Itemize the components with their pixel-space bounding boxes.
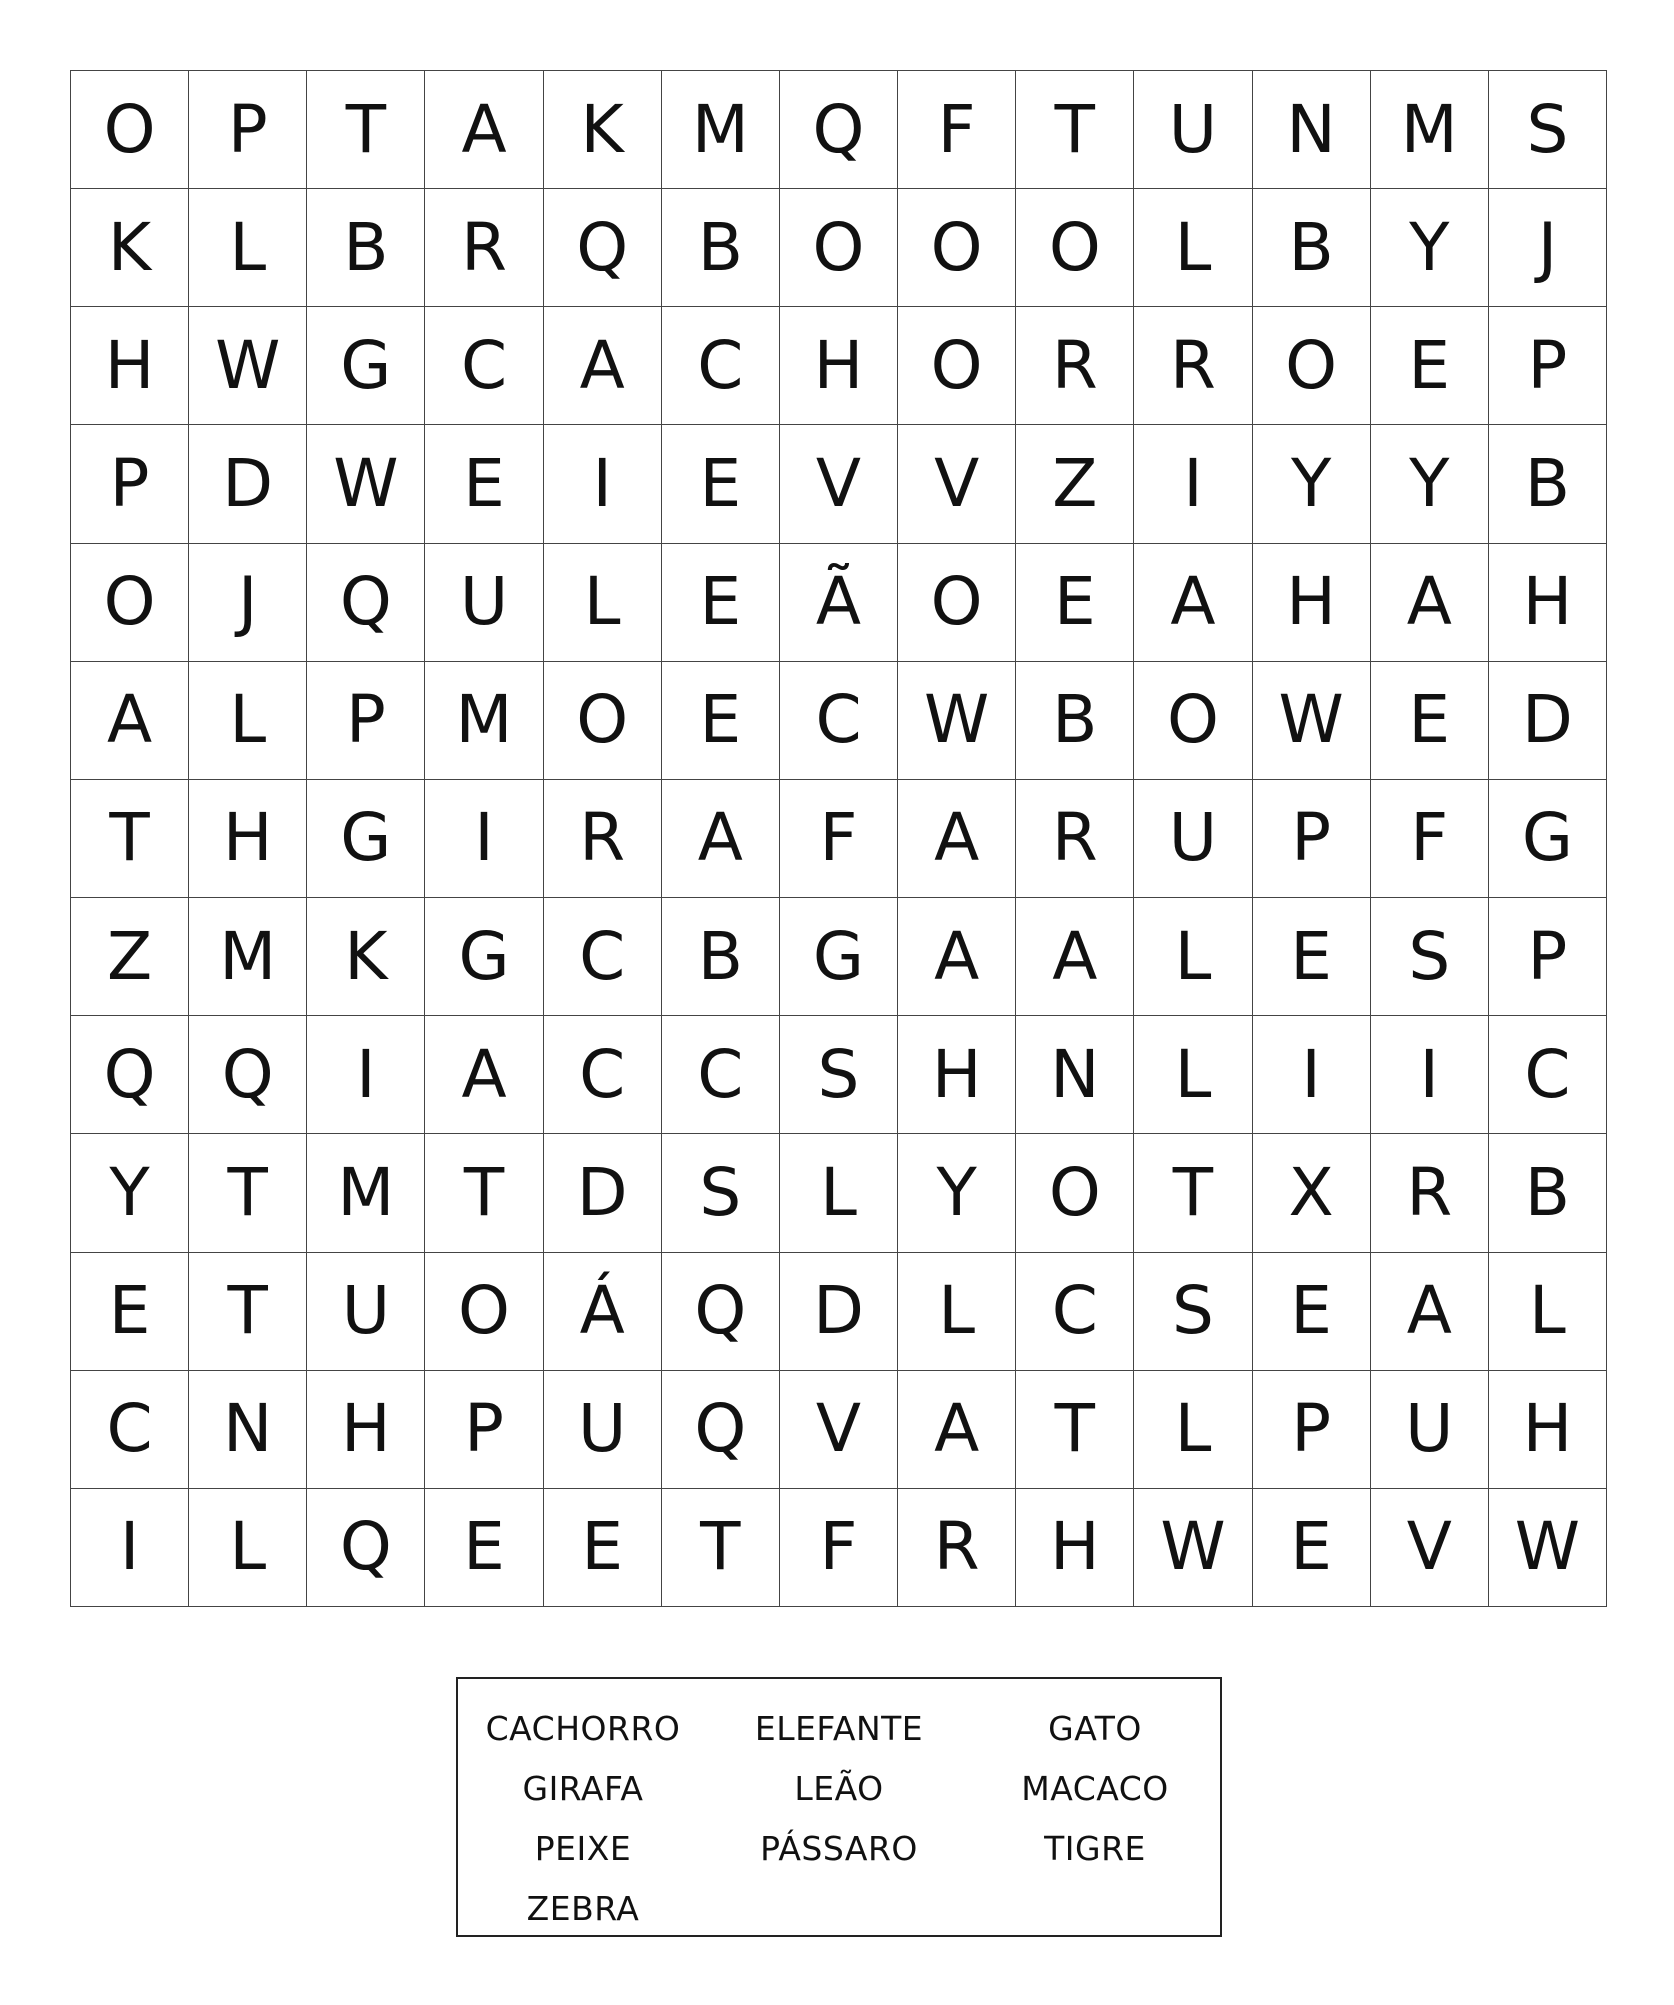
grid-cell[interactable]: B xyxy=(1016,662,1134,780)
grid-cell[interactable]: F xyxy=(898,71,1016,189)
grid-cell[interactable]: H xyxy=(307,1371,425,1489)
grid-cell[interactable]: M xyxy=(425,662,543,780)
grid-cell[interactable]: K xyxy=(71,189,189,307)
grid-cell[interactable]: E xyxy=(1253,1253,1371,1371)
grid-cell[interactable]: U xyxy=(307,1253,425,1371)
grid-cell[interactable]: C xyxy=(1016,1253,1134,1371)
grid-cell[interactable]: Q xyxy=(662,1371,780,1489)
grid-cell[interactable]: T xyxy=(1134,1134,1252,1252)
grid-cell[interactable]: E xyxy=(1253,898,1371,1016)
grid-cell[interactable]: O xyxy=(544,662,662,780)
grid-cell[interactable]: Z xyxy=(1016,425,1134,543)
grid-cell[interactable]: Y xyxy=(898,1134,1016,1252)
grid-cell[interactable]: A xyxy=(71,662,189,780)
grid-cell[interactable]: X xyxy=(1253,1134,1371,1252)
grid-cell[interactable]: N xyxy=(1016,1016,1134,1134)
grid-cell[interactable]: F xyxy=(1371,780,1489,898)
grid-cell[interactable]: J xyxy=(1489,189,1607,307)
grid-cell[interactable]: W xyxy=(189,307,307,425)
grid-cell[interactable]: E xyxy=(1371,307,1489,425)
grid-cell[interactable]: V xyxy=(780,425,898,543)
grid-cell[interactable]: C xyxy=(780,662,898,780)
grid-cell[interactable]: G xyxy=(307,307,425,425)
grid-cell[interactable]: A xyxy=(662,780,780,898)
grid-cell[interactable]: D xyxy=(544,1134,662,1252)
grid-cell[interactable]: L xyxy=(1134,1371,1252,1489)
grid-cell[interactable]: V xyxy=(1371,1489,1489,1607)
grid-cell[interactable]: H xyxy=(71,307,189,425)
grid-cell[interactable]: P xyxy=(1253,780,1371,898)
grid-cell[interactable]: S xyxy=(662,1134,780,1252)
grid-cell[interactable]: Q xyxy=(189,1016,307,1134)
grid-cell[interactable]: T xyxy=(662,1489,780,1607)
grid-cell[interactable]: H xyxy=(1016,1489,1134,1607)
grid-cell[interactable]: O xyxy=(898,307,1016,425)
grid-cell[interactable]: A xyxy=(1371,544,1489,662)
grid-cell[interactable]: B xyxy=(307,189,425,307)
grid-cell[interactable]: S xyxy=(1134,1253,1252,1371)
word-list-item: LEÃO xyxy=(794,1769,884,1808)
grid-cell[interactable]: A xyxy=(898,780,1016,898)
grid-cell[interactable]: Y xyxy=(71,1134,189,1252)
grid-cell[interactable]: L xyxy=(898,1253,1016,1371)
grid-cell[interactable]: Q xyxy=(307,1489,425,1607)
grid-cell[interactable]: K xyxy=(307,898,425,1016)
grid-cell[interactable]: G xyxy=(780,898,898,1016)
grid-cell[interactable]: W xyxy=(1253,662,1371,780)
grid-cell[interactable]: I xyxy=(544,425,662,543)
grid-cell[interactable]: A xyxy=(425,71,543,189)
grid-cell[interactable]: G xyxy=(425,898,543,1016)
grid-cell[interactable]: R xyxy=(1016,307,1134,425)
grid-cell[interactable]: D xyxy=(189,425,307,543)
grid-cell[interactable]: H xyxy=(1253,544,1371,662)
grid-cell[interactable]: Á xyxy=(544,1253,662,1371)
grid-cell[interactable]: A xyxy=(1134,544,1252,662)
grid-cell[interactable]: H xyxy=(780,307,898,425)
word-list-item: PÁSSARO xyxy=(760,1829,918,1868)
grid-cell[interactable]: W xyxy=(1489,1489,1607,1607)
grid-cell[interactable]: L xyxy=(1134,898,1252,1016)
grid-cell[interactable]: M xyxy=(662,71,780,189)
grid-cell[interactable]: C xyxy=(544,1016,662,1134)
grid-cell[interactable]: T xyxy=(1016,71,1134,189)
grid-cell[interactable]: O xyxy=(1016,1134,1134,1252)
grid-cell[interactable]: O xyxy=(898,189,1016,307)
grid-cell[interactable]: B xyxy=(1489,425,1607,543)
grid-cell[interactable]: B xyxy=(662,898,780,1016)
grid-cell[interactable]: E xyxy=(662,544,780,662)
grid-cell[interactable]: M xyxy=(1371,71,1489,189)
word-list-box xyxy=(456,1677,1222,1937)
grid-cell[interactable]: H xyxy=(1489,1371,1607,1489)
grid-cell[interactable]: P xyxy=(425,1371,543,1489)
grid-cell[interactable]: N xyxy=(1253,71,1371,189)
grid-cell[interactable]: W xyxy=(307,425,425,543)
grid-cell[interactable]: P xyxy=(1489,307,1607,425)
grid-cell[interactable]: C xyxy=(662,307,780,425)
grid-cell[interactable]: K xyxy=(544,71,662,189)
word-list-item: TIGRE xyxy=(1044,1829,1146,1868)
grid-cell[interactable]: H xyxy=(898,1016,1016,1134)
grid-cell[interactable]: E xyxy=(425,425,543,543)
grid-cell[interactable]: U xyxy=(1134,780,1252,898)
grid-cell[interactable]: Q xyxy=(544,189,662,307)
grid-cell[interactable]: E xyxy=(544,1489,662,1607)
grid-cell[interactable]: O xyxy=(1134,662,1252,780)
grid-cell[interactable]: I xyxy=(1134,425,1252,543)
grid-cell[interactable]: A xyxy=(898,898,1016,1016)
grid-cell[interactable]: A xyxy=(544,307,662,425)
grid-cell[interactable]: S xyxy=(1489,71,1607,189)
grid-cell[interactable]: U xyxy=(1371,1371,1489,1489)
word-list-item: ELEFANTE xyxy=(754,1709,924,1748)
grid-cell[interactable]: T xyxy=(189,1253,307,1371)
grid-cell[interactable]: V xyxy=(898,425,1016,543)
grid-cell[interactable]: T xyxy=(307,71,425,189)
grid-cell[interactable]: P xyxy=(189,71,307,189)
grid-cell[interactable]: R xyxy=(1371,1134,1489,1252)
grid-cell[interactable]: E xyxy=(1371,662,1489,780)
grid-cell[interactable]: C xyxy=(1489,1016,1607,1134)
grid-cell[interactable]: U xyxy=(1134,71,1252,189)
grid-cell[interactable]: C xyxy=(544,898,662,1016)
grid-cell[interactable]: T xyxy=(189,1134,307,1252)
grid-cell[interactable]: J xyxy=(189,544,307,662)
grid-cell[interactable]: Q xyxy=(662,1253,780,1371)
grid-cell[interactable]: F xyxy=(780,780,898,898)
word-list xyxy=(458,1699,1220,1939)
grid-cell[interactable]: R xyxy=(425,189,543,307)
grid-cell[interactable]: A xyxy=(898,1371,1016,1489)
grid-cell[interactable]: I xyxy=(307,1016,425,1134)
grid-cell[interactable]: U xyxy=(425,544,543,662)
grid-cell[interactable]: M xyxy=(307,1134,425,1252)
grid-cell[interactable]: Z xyxy=(71,898,189,1016)
grid-cell[interactable]: E xyxy=(662,425,780,543)
grid-cell[interactable]: T xyxy=(425,1134,543,1252)
grid-cell[interactable]: D xyxy=(1489,662,1607,780)
grid-cell[interactable]: I xyxy=(425,780,543,898)
grid-cell[interactable]: P xyxy=(1253,1371,1371,1489)
word-list-item: CACHORRO xyxy=(485,1709,681,1748)
grid-cell[interactable]: L xyxy=(189,189,307,307)
word-list-item: GATO xyxy=(1048,1709,1142,1748)
grid-cell[interactable]: T xyxy=(1016,1371,1134,1489)
grid-cell[interactable]: D xyxy=(780,1253,898,1371)
letter-grid xyxy=(70,70,1607,1607)
grid-cell[interactable]: L xyxy=(780,1134,898,1252)
grid-cell[interactable]: A xyxy=(425,1016,543,1134)
grid-cell[interactable]: L xyxy=(1134,189,1252,307)
grid-cell[interactable]: I xyxy=(1253,1016,1371,1134)
grid-cell[interactable]: L xyxy=(544,544,662,662)
grid-cell[interactable]: S xyxy=(1371,898,1489,1016)
grid-cell[interactable]: O xyxy=(71,71,189,189)
grid-cell[interactable]: W xyxy=(898,662,1016,780)
grid-cell[interactable]: T xyxy=(71,780,189,898)
grid-cell[interactable]: B xyxy=(662,189,780,307)
grid-cell[interactable]: O xyxy=(898,544,1016,662)
grid-cell[interactable]: E xyxy=(71,1253,189,1371)
grid-cell[interactable]: W xyxy=(1134,1489,1252,1607)
grid-cell[interactable]: L xyxy=(189,662,307,780)
grid-cell[interactable]: G xyxy=(307,780,425,898)
grid-cell[interactable]: N xyxy=(189,1371,307,1489)
word-list-item: GIRAFA xyxy=(522,1769,644,1808)
grid-cell[interactable]: L xyxy=(1489,1253,1607,1371)
grid-cell[interactable]: R xyxy=(1016,780,1134,898)
grid-cell[interactable]: Y xyxy=(1371,425,1489,543)
grid-cell[interactable]: R xyxy=(1134,307,1252,425)
grid-cell[interactable]: L xyxy=(189,1489,307,1607)
grid-cell[interactable]: C xyxy=(662,1016,780,1134)
grid-cell[interactable]: O xyxy=(780,189,898,307)
grid-cell[interactable]: A xyxy=(1371,1253,1489,1371)
grid-cell[interactable]: E xyxy=(662,662,780,780)
grid-cell[interactable]: E xyxy=(1253,1489,1371,1607)
grid-cell[interactable]: M xyxy=(189,898,307,1016)
grid-cell[interactable]: P xyxy=(1489,898,1607,1016)
grid-cell[interactable]: Q xyxy=(307,544,425,662)
grid-cell[interactable]: P xyxy=(307,662,425,780)
grid-cell[interactable]: O xyxy=(425,1253,543,1371)
grid-cell[interactable]: I xyxy=(71,1489,189,1607)
grid-cell[interactable]: B xyxy=(1253,189,1371,307)
grid-cell[interactable]: Y xyxy=(1253,425,1371,543)
grid-cell[interactable]: R xyxy=(544,780,662,898)
grid-cell[interactable]: O xyxy=(1016,189,1134,307)
grid-cell[interactable]: S xyxy=(780,1016,898,1134)
grid-cell[interactable]: B xyxy=(1489,1134,1607,1252)
grid-cell[interactable]: A xyxy=(1016,898,1134,1016)
word-list-item: MACACO xyxy=(1021,1769,1169,1808)
grid-cell[interactable]: Ã xyxy=(780,544,898,662)
grid-cell[interactable]: Y xyxy=(1371,189,1489,307)
grid-cell[interactable]: O xyxy=(71,544,189,662)
word-list-item: ZEBRA xyxy=(526,1889,640,1928)
grid-cell[interactable]: U xyxy=(544,1371,662,1489)
grid-cell[interactable]: C xyxy=(425,307,543,425)
grid-cell[interactable]: I xyxy=(1371,1016,1489,1134)
grid-cell[interactable]: P xyxy=(71,425,189,543)
grid-cell[interactable]: V xyxy=(780,1371,898,1489)
grid-cell[interactable]: C xyxy=(71,1371,189,1489)
grid-cell[interactable]: G xyxy=(1489,780,1607,898)
grid-cell[interactable]: O xyxy=(1253,307,1371,425)
word-list-item: PEIXE xyxy=(534,1829,632,1868)
grid-cell[interactable]: H xyxy=(189,780,307,898)
grid-cell[interactable]: Q xyxy=(71,1016,189,1134)
grid-cell[interactable]: R xyxy=(898,1489,1016,1607)
grid-cell[interactable]: Q xyxy=(780,71,898,189)
grid-cell[interactable]: L xyxy=(1134,1016,1252,1134)
grid-cell[interactable]: F xyxy=(780,1489,898,1607)
grid-cell[interactable]: E xyxy=(1016,544,1134,662)
grid-cell[interactable]: H xyxy=(1489,544,1607,662)
grid-cell[interactable]: E xyxy=(425,1489,543,1607)
